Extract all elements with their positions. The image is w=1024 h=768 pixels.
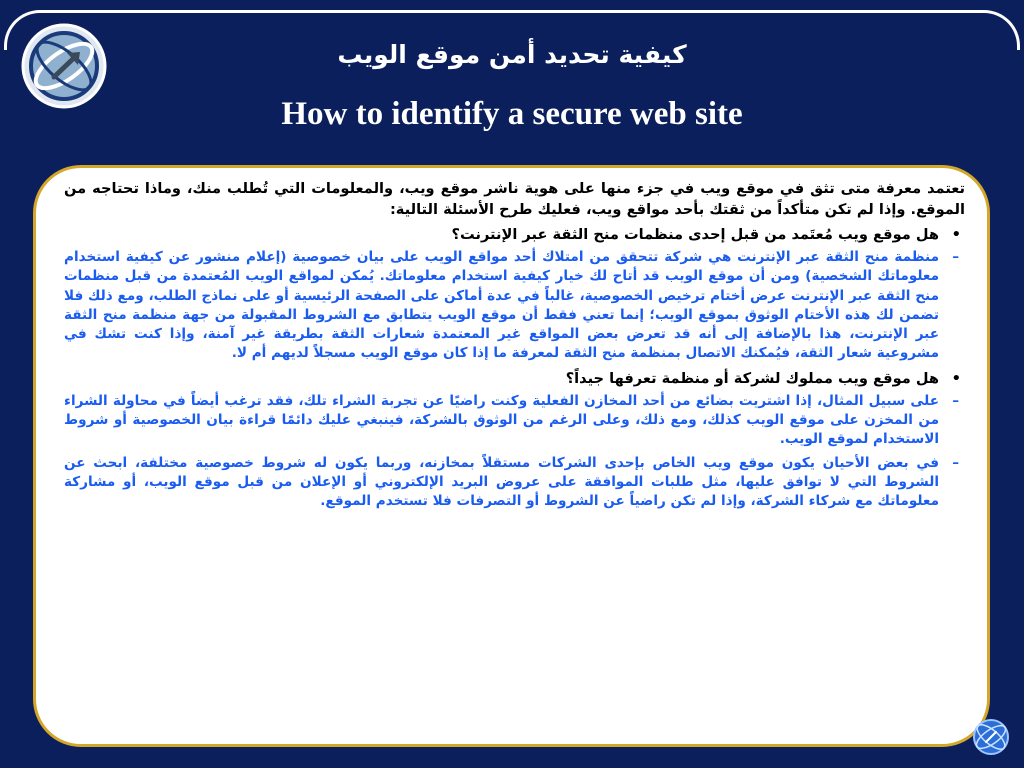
question-1 (64, 224, 965, 246)
dash-marker: – (952, 249, 959, 265)
slide-title-arabic: كيفية تحديد أمن موقع الويب (337, 40, 687, 69)
intro-paragraph: تعتمد معرفة متى تثق في موقع ويب في جزء منها على هوية ناشر موقع ويب، والمعلومات التي تُطلب منك، وماذا تحتاجه من الموقع. وإذا لم تكن متأكداً من ثقتك بأحد مواقع ويب، فعليك طرح الأسئلة التالية: (64, 180, 965, 218)
question-2 (64, 368, 965, 390)
bullet-marker: • (951, 226, 961, 243)
globe-arrow-icon (20, 22, 108, 110)
slide-title-english: How to identify a secure web site (281, 96, 743, 132)
content-body (64, 178, 965, 516)
answer-2-1-text: على سبيل المثال، إذا اشتريت بضائع من أحد المخازن الفعلية وكنت راضيًا عن تجربة الشراء تلك، فقد ترغب أيضاً في محاولة الشراء من المخزن على موقع الويب كذلك، ومع ذلك، وعلى الرغم من الوثوق بالشركة، فينبغي عليك دائمًا قراءة بيان الخصوصية أو شروط الاستخدام لموقع الويب. (64, 392, 939, 448)
answer-1-1-text: منظمة منح الثقة عبر الإنترنت هي شركة تتحقق من امتلاك أحد مواقع الويب على بيان خصوصية (إعلام منشور عن كيفية استخدام معلوماتك الشخصية) ومن أن موقع الويب قد أتاح لك خيار كيفية استخدام معلوماتك. يُمكن لمواقع الويب المُعتمدة من قبل منظمات منح الثقة عبر الإنترنت عرض أختام ترخيص الخصوصية، غالباً في عدة أماكن على الصفحة الرئيسية أو على نماذج الطلب، ومع ذلك فلا تضمن لك هذه الأختام الوثوق بموقع الويب؛ إنما تعني فقط أن موقع الويب يتطابق مع الشروط المقبولة من جهة منظمة منح الثقة عبر الإنترنت، هذا بالإضافة إلى أنه قد تعرض بعض المواقع غير المعتمدة شعارات الثقة بطريقة غير آمنة، وإذا كنت تشك في مشروعية شعار الثقة، فيُمكنك الاتصال بمنظمة منح الثقة لمعرفة ما إذا كان موقع الويب مسجلاً لديهم أم لا. (64, 249, 939, 362)
content-panel (33, 165, 990, 747)
dash-marker: – (952, 454, 959, 471)
question-2-text: هل موقع ويب مملوك لشركة أو منظمة تعرفها جيداً؟ (565, 369, 939, 387)
dash-marker: – (952, 392, 959, 409)
answer-2-2 (64, 454, 965, 512)
globe-icon (972, 718, 1010, 756)
answer-2-1 (64, 392, 965, 450)
question-1-text: هل موقع ويب مُعتَمد من قبل إحدى منظمات منح الثقة عبر الإنترنت؟ (451, 226, 939, 243)
answer-1-1 (64, 248, 965, 364)
answer-2-2-text: في بعض الأحيان يكون موقع ويب الخاص بإحدى الشركات مستقلاً بمخازنه، وربما يكون له شروط خصوصية مختلفة، ابحث عن الشروط التي لا توافق عليها، مثل طلبات الموافقة على عروض البريد الإلكتروني أو الإعلان من قبل موقع الويب، أو مشاركة معلوماتك مع شركاء الشركة، وإذا لم تكن راضياً عن الشروط أو التصرفات فلا تستخدم الموقع. (64, 454, 939, 510)
bullet-marker: • (951, 369, 961, 387)
